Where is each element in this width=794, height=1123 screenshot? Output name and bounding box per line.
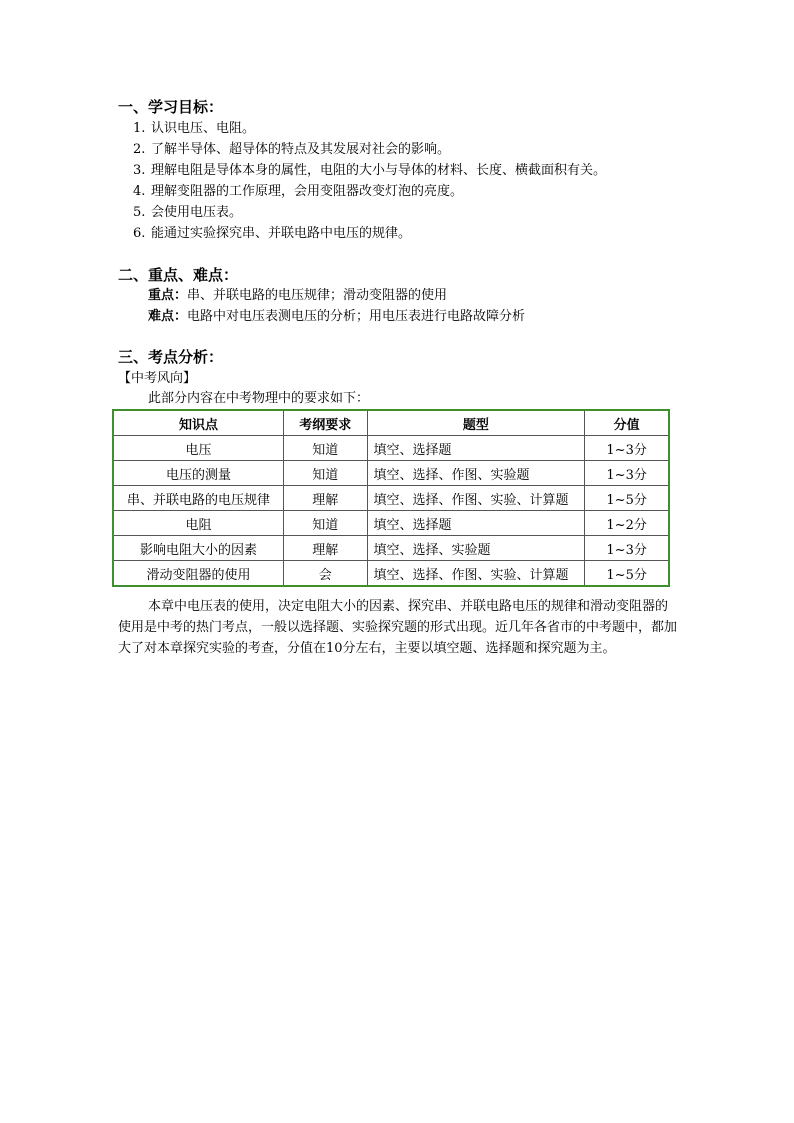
- list-item: 3. 理解电阻是导体本身的属性，电阻的大小与导体的材料、长度、横截面积有关。: [133, 163, 607, 178]
- summary-paragraph: 本章中电压表的使用，决定电阻大小的因素、探究串、并联电路电压的规律和滑动变阻器的使用是中考的热门考点，一般以选择题、实验探究题的形式出现。近几年各省市的中考题中，都加大了对本章探究实验的考查，分值在10分左右，主要以填空题、选择题和探究题为主。: [118, 599, 678, 656]
- cell-score: 1~5分: [585, 561, 669, 587]
- table-header-row: [113, 410, 669, 436]
- cell-topic: 影响电阻大小的因素: [113, 536, 284, 561]
- table-row: [113, 486, 669, 511]
- difficulty-line: [148, 307, 525, 327]
- difficulty-label: 难点：: [148, 309, 188, 324]
- table-row: [113, 436, 669, 461]
- cell-question-type: 填空、选择题: [367, 511, 585, 536]
- key-point-text: 串、并联电路的电压规律；滑动变阻器的使用: [187, 288, 448, 303]
- cell-score: 1~5分: [585, 486, 669, 511]
- cell-score: 1~3分: [585, 536, 669, 561]
- cell-score: 1~3分: [585, 436, 669, 461]
- key-point-line: [148, 286, 447, 306]
- cell-topic: 滑动变阻器的使用: [113, 561, 284, 587]
- cell-score: 1~3分: [585, 461, 669, 486]
- difficulty-text: 电路中对电压表测电压的分析；用电压表进行电路故障分析: [187, 309, 526, 324]
- exam-trend-heading: 【中考风向】: [118, 371, 197, 386]
- cell-score: 1~2分: [585, 511, 669, 536]
- cell-question-type: 填空、选择题: [367, 436, 585, 461]
- list-item: 2. 了解半导体、超导体的特点及其发展对社会的影响。: [133, 142, 451, 157]
- section-title-exam-analysis: 三、考点分析：: [118, 348, 224, 366]
- cell-question-type: 填空、选择、作图、实验、计算题: [367, 486, 585, 511]
- list-item: 6. 能通过实验探究串、并联电路中电压的规律。: [133, 226, 412, 241]
- cell-question-type: 填空、选择、实验题: [367, 536, 585, 561]
- learning-goals-list: [133, 118, 606, 244]
- cell-requirement: 理解: [284, 536, 367, 561]
- table-row: [113, 511, 669, 536]
- exam-requirements-table: [112, 409, 670, 587]
- table-row: [113, 536, 669, 561]
- cell-requirement: 理解: [284, 486, 367, 511]
- cell-topic: 串、并联电路的电压规律: [113, 486, 284, 511]
- column-header: 知识点: [113, 410, 284, 436]
- table-intro: 此部分内容在中考物理中的要求如下：: [148, 391, 370, 406]
- cell-topic: 电压: [113, 436, 284, 461]
- cell-topic: 电阻: [113, 511, 284, 536]
- cell-requirement: 知道: [284, 511, 367, 536]
- table-row: [113, 461, 669, 486]
- column-header: 分值: [585, 410, 669, 436]
- cell-topic: 电压的测量: [113, 461, 284, 486]
- list-item: 4. 理解变阻器的工作原理，会用变阻器改变灯泡的亮度。: [133, 184, 464, 199]
- cell-requirement: 知道: [284, 436, 367, 461]
- section-title-key-points: 二、重点、难点：: [118, 266, 239, 284]
- column-header: 考纲要求: [284, 410, 367, 436]
- table-row: [113, 561, 669, 587]
- column-header: 题型: [367, 410, 585, 436]
- list-item: 1. 认识电压、电阻。: [133, 121, 256, 136]
- cell-question-type: 填空、选择、作图、实验、计算题: [367, 561, 585, 587]
- cell-question-type: 填空、选择、作图、实验题: [367, 461, 585, 486]
- key-point-label: 重点：: [148, 288, 188, 303]
- cell-requirement: 会: [284, 561, 367, 587]
- section-title-learning-goals: 一、学习目标：: [118, 98, 224, 116]
- cell-requirement: 知道: [284, 461, 367, 486]
- list-item: 5. 会使用电压表。: [133, 205, 243, 220]
